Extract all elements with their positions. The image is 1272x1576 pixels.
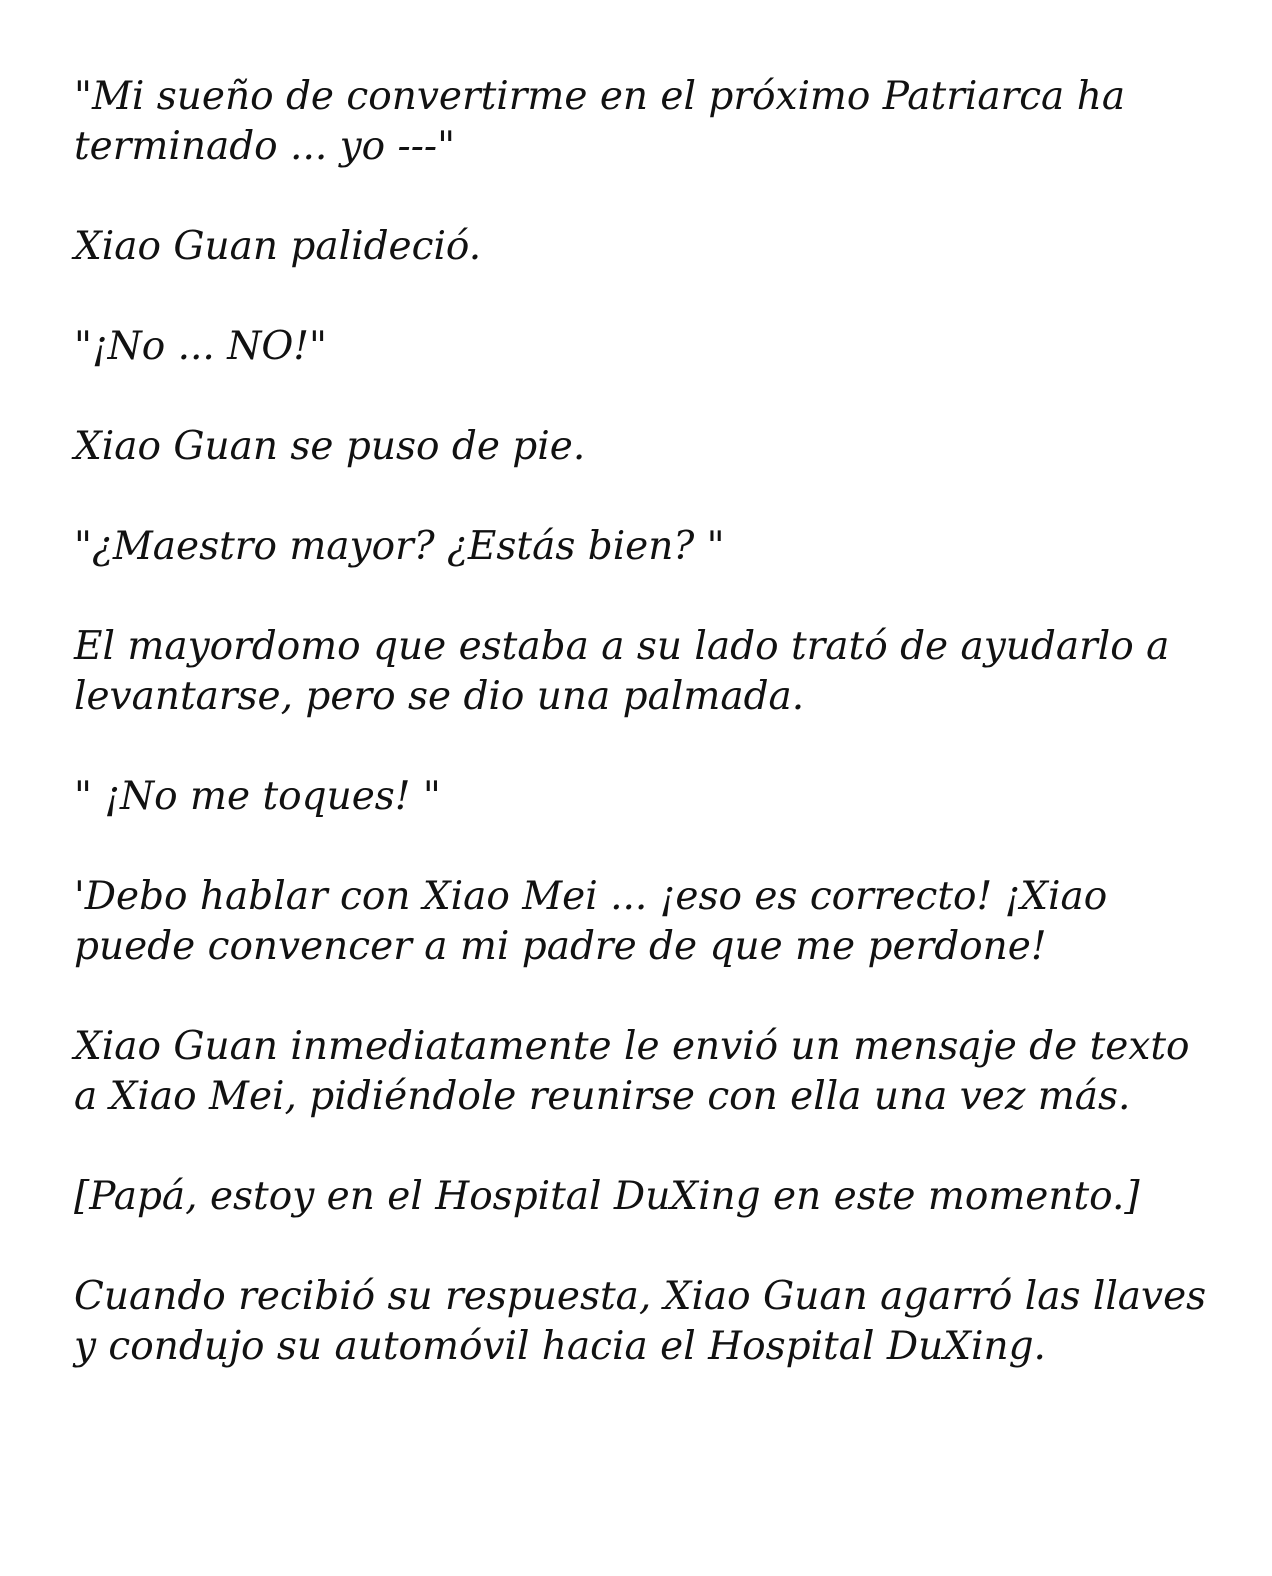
paragraph-10: [Papá, estoy en el Hospital DuXing en este momento.] xyxy=(74,1174,1140,1219)
paragraph-7: " ¡No me toques! " xyxy=(74,774,441,819)
paragraph-9: Xiao Guan inmediatamente le envió un mensaje de texto a Xiao Mei, pidiéndole reunirse con ella una vez más. xyxy=(74,1024,1202,1119)
paragraph-4: Xiao Guan se puso de pie. xyxy=(74,424,586,469)
paragraph-5: "¿Maestro mayor? ¿Estás bien? " xyxy=(74,524,725,569)
paragraph-11: Cuando recibió su respuesta, Xiao Guan agarró las llaves y condujo su automóvil hacia el Hospital DuXing. xyxy=(74,1274,1219,1369)
paragraph-6: El mayordomo que estaba a su lado trató de ayudarlo a levantarse, pero se dio una palmada. xyxy=(74,624,1182,719)
paragraph-8: 'Debo hablar con Xiao Mei ... ¡eso es correcto! ¡Xiao puede convencer a mi padre de que me perdone! xyxy=(74,874,1120,969)
paragraph-3: "¡No ... NO!" xyxy=(74,324,327,369)
document-body xyxy=(74,72,1224,1372)
paragraph-2: Xiao Guan palideció. xyxy=(74,224,482,269)
paragraph-1: "Mi sueño de convertirme en el próximo Patriarca ha terminado ... yo ---" xyxy=(74,74,1138,169)
